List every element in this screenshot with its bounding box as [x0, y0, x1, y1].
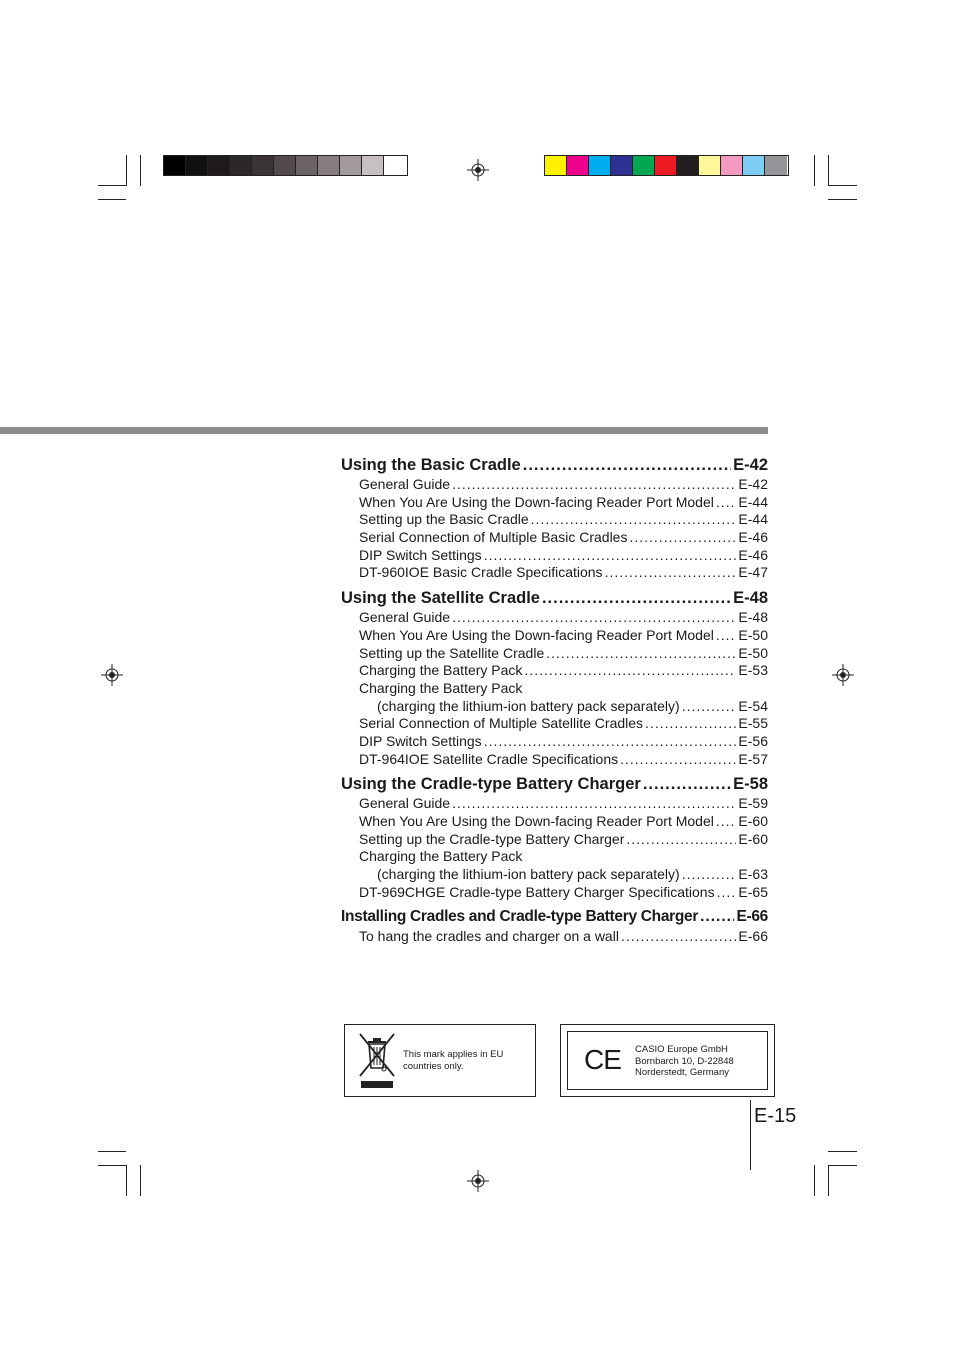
toc-entry[interactable]	[359, 529, 768, 547]
toc-entry-label: DIP Switch Settings	[359, 546, 482, 563]
toc-leader-dots	[542, 587, 731, 609]
toc-leader-dots	[716, 813, 737, 831]
toc-section-page: E-48	[733, 589, 768, 608]
toc-entry[interactable]	[359, 476, 768, 494]
toc-entry[interactable]	[359, 848, 768, 866]
toc-entry-page: E-65	[738, 883, 768, 900]
grayscale-calibration-strip	[163, 155, 408, 176]
gray-swatch	[230, 156, 252, 175]
gray-swatch	[362, 156, 384, 175]
page-number: E-15	[754, 1105, 797, 1127]
toc-entry[interactable]	[359, 813, 768, 831]
gray-swatch	[164, 156, 186, 175]
toc-entry-page: E-44	[738, 511, 768, 528]
toc-entry-page: E-59	[738, 795, 768, 812]
toc-section-page: E-66	[736, 908, 768, 926]
toc-entry-page: E-47	[738, 564, 768, 581]
weee-notice-box	[344, 1024, 536, 1097]
toc-entry-page: E-44	[738, 493, 768, 510]
toc-leader-dots	[524, 662, 736, 680]
toc-entry[interactable]	[359, 884, 768, 902]
registration-target-icon	[101, 664, 123, 686]
toc-entry-page: E-48	[738, 609, 768, 626]
toc-entry[interactable]	[359, 751, 768, 769]
toc-entry[interactable]	[377, 866, 768, 884]
toc-entry-page: E-42	[738, 476, 768, 492]
ce-inner-frame	[567, 1031, 768, 1090]
toc-entry[interactable]	[359, 609, 768, 627]
toc-entry-label: DT-969CHGE Cradle-type Battery Charger Specifications	[359, 883, 715, 900]
toc-entry[interactable]	[359, 733, 768, 751]
ce-mark-icon: CE	[584, 1044, 621, 1075]
toc-entry[interactable]	[359, 831, 768, 849]
registration-target-icon	[467, 159, 489, 181]
ce-address-text	[635, 1044, 765, 1079]
toc-leader-dots	[716, 494, 737, 512]
color-swatch	[699, 156, 721, 175]
toc-leader-dots	[700, 906, 734, 928]
toc-leader-dots	[629, 529, 736, 547]
toc-entry-label: Serial Connection of Multiple Satellite Cradles	[359, 715, 644, 732]
toc-section-heading[interactable]	[341, 454, 768, 476]
toc-entry-page: E-50	[738, 626, 768, 643]
color-swatch	[589, 156, 611, 175]
color-swatch	[677, 156, 699, 175]
gray-swatch	[384, 156, 406, 175]
toc-entry[interactable]	[359, 662, 768, 680]
toc-leader-dots	[546, 645, 736, 663]
toc-entry[interactable]	[359, 795, 768, 813]
toc-leader-dots	[643, 773, 731, 795]
color-swatch	[721, 156, 743, 175]
ce-address-line: CASIO Europe GmbH	[635, 1044, 728, 1055]
color-swatch	[633, 156, 655, 175]
toc-leader-dots	[626, 831, 736, 849]
color-swatch	[611, 156, 633, 175]
toc-entry-label: Charging the Battery Pack	[359, 679, 523, 696]
toc-entry-page: E-56	[738, 732, 768, 749]
toc-entry-label: DT-964IOE Satellite Cradle Specifications	[359, 750, 619, 767]
color-calibration-strip	[544, 155, 789, 176]
toc-entry[interactable]	[359, 547, 768, 565]
gray-swatch	[318, 156, 340, 175]
toc-entry-label: Setting up the Basic Cradle	[359, 511, 529, 528]
toc-leader-dots	[621, 928, 736, 946]
toc-leader-dots	[716, 627, 737, 645]
toc-entry-label: When You Are Using the Down-facing Reader Port Model	[359, 813, 714, 829]
toc-entry-label: Charging the Battery Pack	[359, 848, 523, 865]
table-of-contents	[341, 454, 768, 946]
gray-swatch	[274, 156, 296, 175]
toc-entry-label: When You Are Using the Down-facing Reader Port Model	[359, 493, 714, 510]
toc-entry-page: E-60	[738, 813, 768, 829]
toc-leader-dots	[523, 454, 731, 476]
crossed-bin-icon	[358, 1032, 396, 1090]
toc-entry[interactable]	[359, 715, 768, 733]
toc-entry-label: DIP Switch Settings	[359, 732, 482, 749]
toc-entry-page: E-50	[738, 644, 768, 661]
toc-leader-dots	[682, 698, 737, 716]
toc-entry-page: E-66	[738, 928, 768, 945]
toc-entry-page: E-63	[738, 866, 768, 883]
toc-entry-page: E-46	[738, 546, 768, 563]
toc-entry-label: (charging the lithium-ion battery pack separately)	[377, 697, 680, 714]
toc-entry[interactable]	[359, 645, 768, 663]
gray-swatch	[340, 156, 362, 175]
color-swatch	[655, 156, 677, 175]
toc-entry-label: Setting up the Satellite Cradle	[359, 644, 545, 661]
gray-swatch	[252, 156, 274, 175]
registration-target-icon	[467, 1170, 489, 1192]
color-swatch	[743, 156, 765, 175]
toc-entry[interactable]	[359, 627, 768, 645]
toc-entry-label: To hang the cradles and charger on a wall	[359, 928, 619, 945]
toc-entry-label: Charging the Battery Pack	[359, 662, 523, 679]
toc-section-title: Using the Basic Cradle	[341, 456, 521, 474]
toc-entry-label: General Guide	[359, 476, 451, 492]
toc-entry-label: General Guide	[359, 795, 451, 812]
toc-leader-dots	[717, 884, 737, 902]
toc-leader-dots	[452, 609, 736, 627]
toc-section-page: E-42	[733, 456, 768, 474]
toc-section-title: Using the Satellite Cradle	[341, 589, 540, 608]
toc-entry-label: Serial Connection of Multiple Basic Cradles	[359, 529, 628, 546]
toc-entry-label: (charging the lithium-ion battery pack separately)	[377, 866, 680, 883]
gray-swatch	[296, 156, 318, 175]
toc-entry-label: When You Are Using the Down-facing Reader Port Model	[359, 626, 714, 643]
toc-leader-dots	[682, 866, 737, 884]
toc-entry-label: DT-960IOE Basic Cradle Specifications	[359, 564, 603, 581]
toc-leader-dots	[452, 795, 736, 813]
weee-text-line: countries only.	[403, 1060, 464, 1072]
registration-target-icon	[832, 664, 854, 686]
toc-leader-dots	[531, 511, 737, 529]
toc-leader-dots	[645, 715, 736, 733]
gray-swatch	[208, 156, 230, 175]
color-swatch	[567, 156, 589, 175]
toc-entry-page: E-55	[738, 715, 768, 732]
toc-leader-dots	[484, 733, 737, 751]
toc-entry[interactable]	[359, 511, 768, 529]
toc-section-heading[interactable]	[341, 906, 768, 928]
toc-entry-label: Setting up the Cradle-type Battery Charger	[359, 830, 625, 847]
toc-leader-dots	[484, 547, 737, 565]
toc-section-heading[interactable]	[341, 773, 768, 795]
weee-text-line: This mark applies in EU	[403, 1049, 504, 1060]
toc-entry-page: E-57	[738, 750, 768, 767]
toc-leader-dots	[605, 564, 737, 582]
header-rule	[0, 427, 768, 434]
toc-entry-label: General Guide	[359, 609, 451, 626]
ce-notice-box	[560, 1024, 775, 1097]
toc-entry-page: E-53	[738, 662, 768, 679]
toc-entry[interactable]	[359, 680, 768, 698]
toc-entry[interactable]	[359, 928, 768, 946]
toc-entry[interactable]	[377, 698, 768, 716]
ce-address-line: Norderstedt, Germany	[635, 1067, 729, 1078]
weee-notice-text	[403, 1049, 528, 1072]
color-swatch	[765, 156, 787, 175]
toc-entry[interactable]	[359, 564, 768, 582]
toc-section-heading[interactable]	[341, 587, 768, 609]
toc-leader-dots	[452, 476, 736, 494]
color-swatch	[545, 156, 567, 175]
gray-swatch	[186, 156, 208, 175]
toc-section-title: Installing Cradles and Cradle-type Battery Charger	[341, 908, 699, 926]
ce-address-line: Bornbarch 10, D-22848	[635, 1055, 734, 1067]
toc-entry-page: E-54	[738, 697, 768, 714]
toc-entry-page: E-60	[738, 830, 768, 847]
toc-section-title: Using the Cradle-type Battery Charger	[341, 775, 641, 794]
page-number-rule	[750, 1100, 751, 1170]
toc-entry-page: E-46	[738, 529, 768, 546]
toc-entry[interactable]	[359, 494, 768, 512]
toc-leader-dots	[620, 751, 736, 769]
toc-section-page: E-58	[733, 775, 768, 794]
